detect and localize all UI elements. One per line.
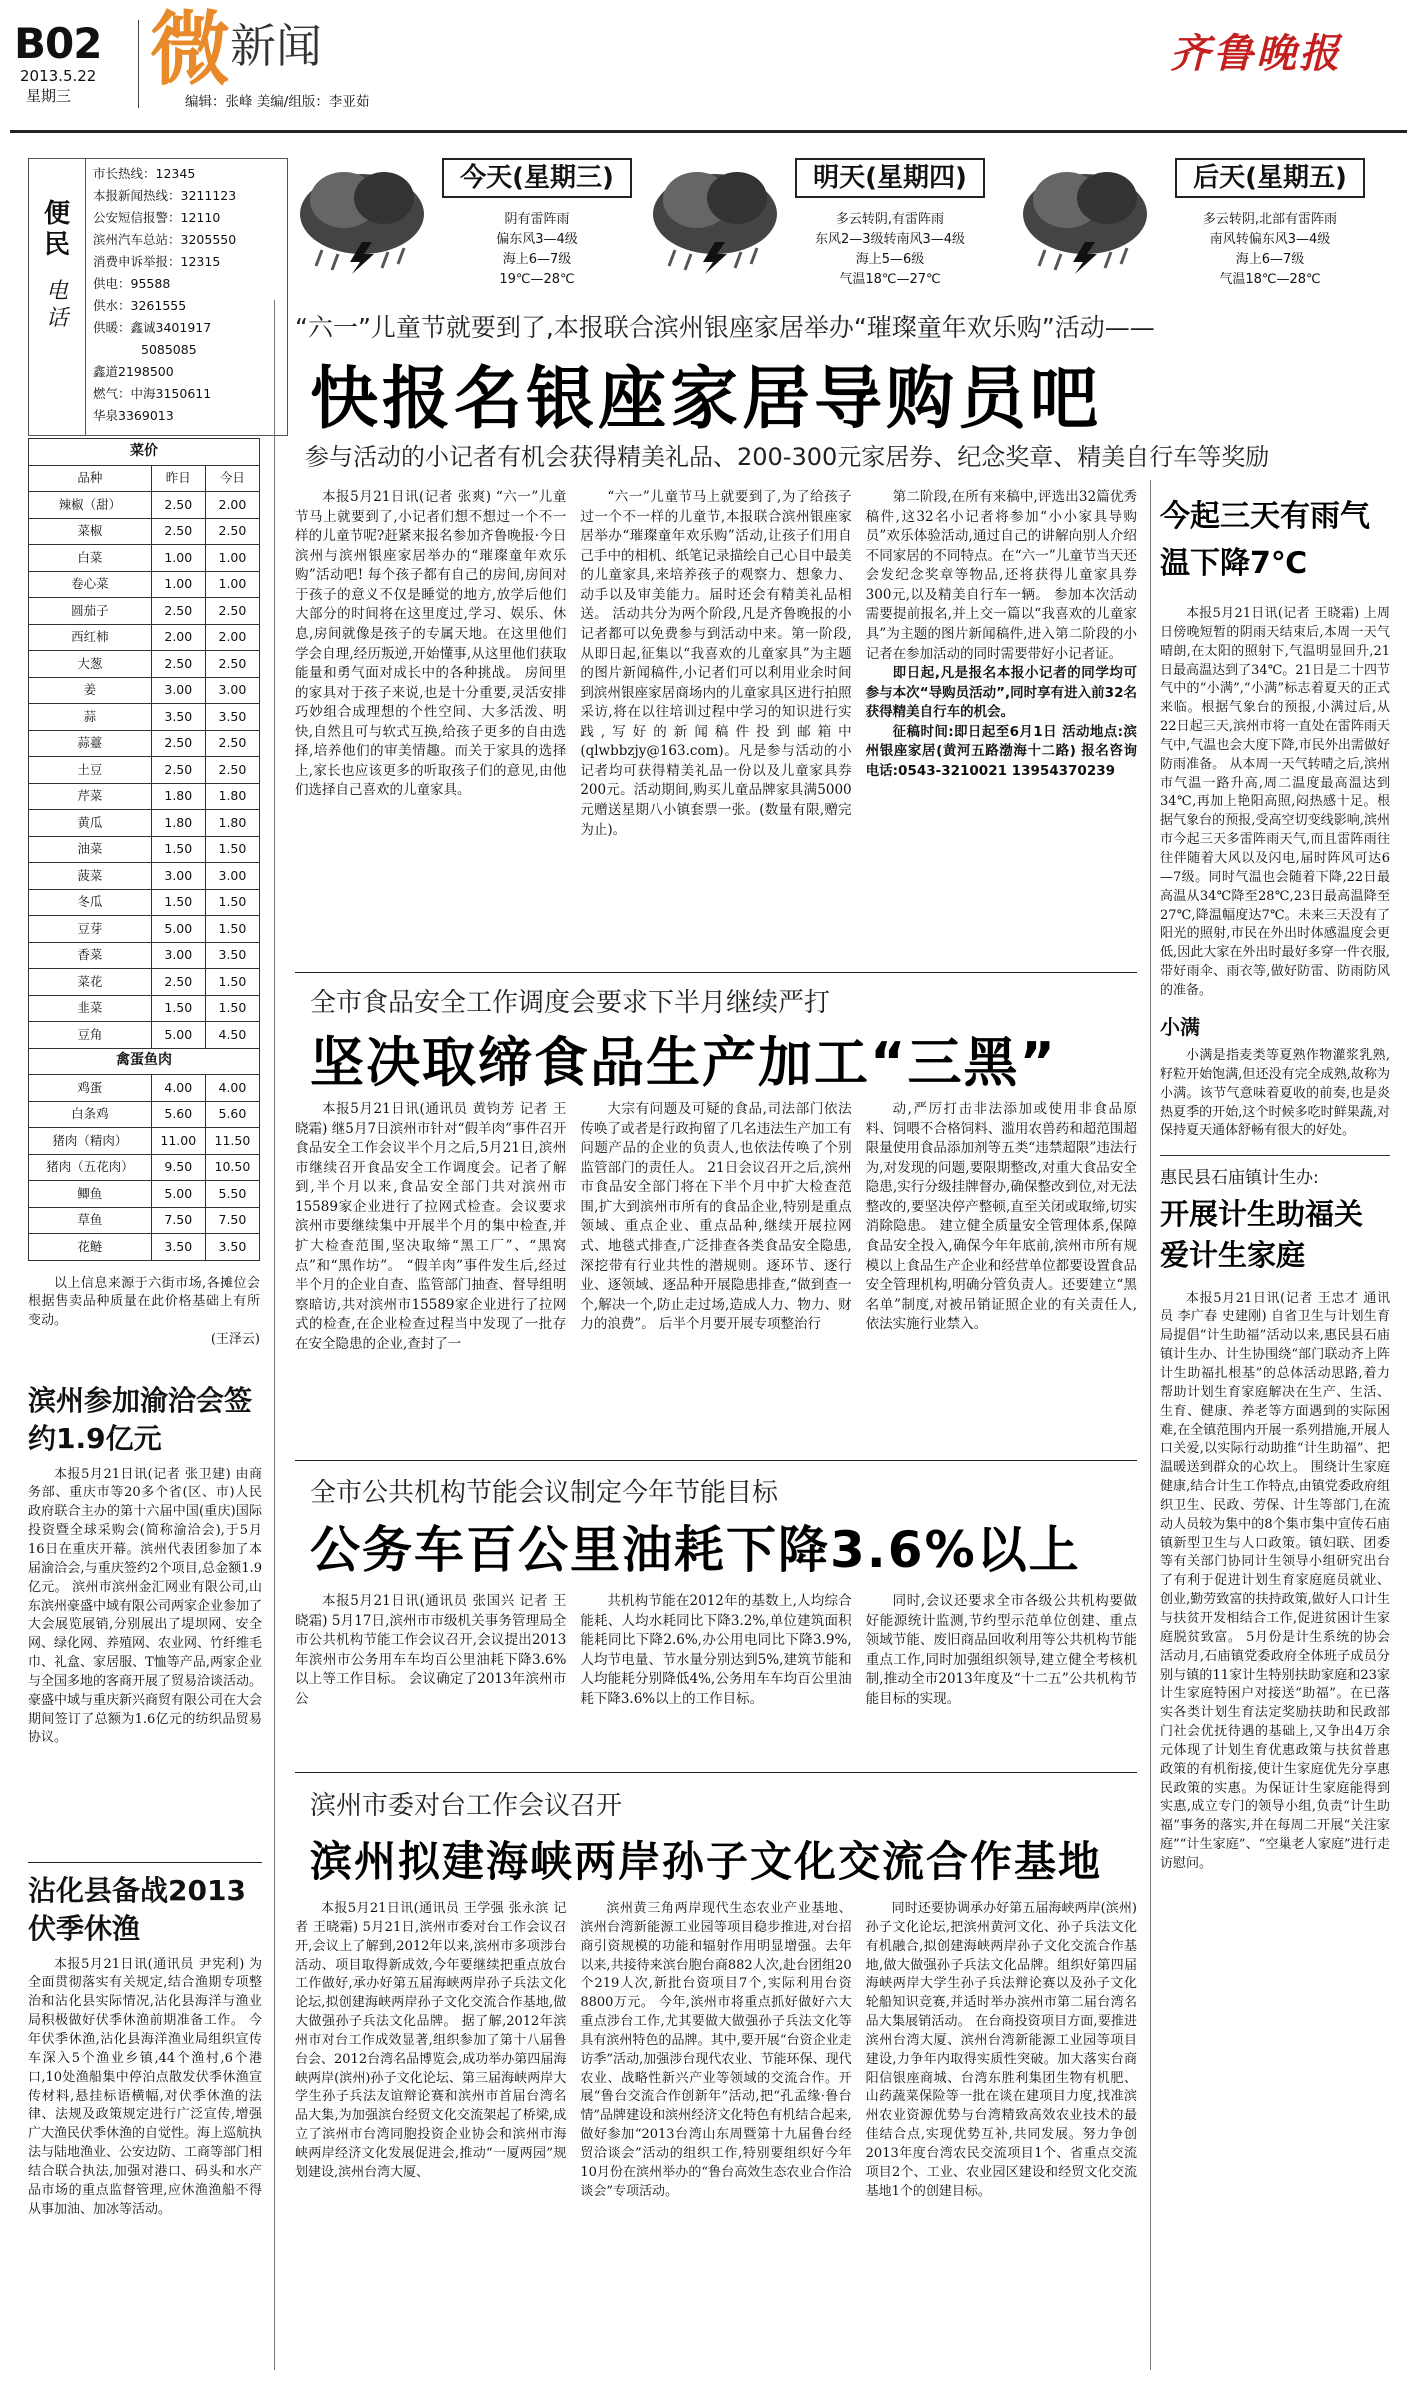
veg-cell: 11.00 bbox=[151, 1128, 205, 1155]
veg-section-title: 禽蛋鱼肉 bbox=[29, 1048, 260, 1075]
weather-line: 东风2—3级转南风3—4级 bbox=[814, 232, 966, 247]
weather-today bbox=[292, 148, 667, 288]
story3-column bbox=[580, 1592, 851, 1742]
weather-line: 19℃—28℃ bbox=[499, 272, 575, 287]
hotline-row bbox=[93, 163, 283, 185]
hotline-row bbox=[93, 361, 283, 383]
right-column-divider bbox=[1150, 480, 1151, 2370]
masthead-rule bbox=[10, 130, 1407, 133]
veg-cell: 2.50 bbox=[205, 757, 259, 784]
veg-section-title: 菜价 bbox=[29, 439, 260, 466]
veg-cell: 猪肉（五花肉） bbox=[29, 1154, 152, 1181]
hotlines-box bbox=[28, 158, 288, 436]
veg-header-row bbox=[29, 465, 260, 492]
thunderstorm-icon bbox=[1015, 162, 1155, 274]
veg-cell: 5.00 bbox=[151, 1022, 205, 1049]
story1-contact: 征稿时间:即日起至6月1日 活动地点:滨州银座家居(黄河五路渤海十二路) 报名咨询电话:0543-3210021 13954370239 bbox=[865, 723, 1137, 779]
veg-cell: 品种 bbox=[29, 465, 152, 492]
hotlines-title-char: 电 bbox=[45, 279, 68, 305]
rain-body bbox=[1160, 605, 1390, 1001]
veg-row bbox=[29, 836, 260, 863]
veg-cell: 草鱼 bbox=[29, 1207, 152, 1234]
veg-section-row bbox=[29, 1048, 260, 1075]
veg-cell: 2.50 bbox=[205, 651, 259, 678]
story1-rule bbox=[295, 972, 1137, 973]
veg-cell: 1.00 bbox=[205, 545, 259, 572]
veg-row bbox=[29, 624, 260, 651]
rain-paragraph: 本报5月21日讯(记者 王晓霜) 上周日傍晚短暂的阴雨天结束后,本周一天气晴朗,在太阳的照射下,气温明显回升,21日最高温达到了34℃。21日是二十四节气中的“小满”,“小满”标志着夏天的正式来临。根据气象台的预报,小满过后,从22日起三天,滨州市将一直处在雷阵雨天气中,气温也会大度下降,市民外出需做好防雨准备。 从本周一天气转晴之后,滨州市气温一路升高,周二温度最高温达到34℃,再加上艳阳高照,闷热感十足。根据气象台的预报,受高空切变线影响,滨州市今起三天多雷阵雨天气,而且雷阵雨往往伴随着大风以及闪电,届时阵风可达6—7级。同时气温也会随着下降,22日最高温从34℃降至28℃,23日最高温降至27℃,降温幅度达7℃。未来三天没有了阳光的照射,市民在外出时体感温度会更低,因此大家在外出时最好多穿一件衣服,带好雨伞、雨衣等,做好防雷、防雨防风的准备。 bbox=[1160, 606, 1390, 998]
hotline-name: 供水： bbox=[93, 298, 131, 313]
weather-line: 气温18℃—27℃ bbox=[839, 272, 941, 287]
left-news-2 bbox=[28, 1872, 262, 2219]
hotline-row bbox=[93, 273, 283, 295]
veg-cell: 1.50 bbox=[151, 836, 205, 863]
story1-paragraph: 第二阶段,在所有来稿中,评选出32篇优秀稿件,这32名小记者将参加“小小家具导购员”欢乐体验活动,通过自己的讲解向别人介绍不同家居的不同特点。在“六一”儿童节当天还会发纪念奖章等物品,还将获得儿童家具券300元,以及精美自行车一辆。 参加本次活动需要提前报名,并上交一篇以“我喜欢的儿童家具”为主题的图片新闻稿件,进入第二阶段的小记者在参加活动的同时需要带好小记者证。 bbox=[865, 489, 1137, 662]
left-news-title: 沾化县备战2013伏季休渔 bbox=[28, 1874, 246, 1945]
veg-cell: 3.00 bbox=[151, 863, 205, 890]
story4-paragraph: 滨州黄三角两岸现代生态农业产业基地、滨州台湾新能源工业园等项目稳步推进,对台招商引资规模的功能和辐射作用明显增强。去年以来,共接待来滨台胞台商882人次,赴台团组20个219人次,新批台资项目7个,实际利用台资8800万元。 今年,滨州市将重点抓好做好六大重点涉台工作,尤其要做大做强孙子兵法文化等具有滨州特色的品牌。其中,要开展“台资企业走访季”活动,加强涉台现代农业、节能环保、现代农业、战略性新兴产业等领域的交流合作。开展“鲁台交流合作创新年”活动,把“孔孟缘·鲁台情”品牌建设和滨州经济文化特色有机结合起来,做好参加“2013台湾山东周暨第十九届鲁台经贸洽谈会”活动的组织工作,特别要组织好今年10月份在滨州举办的“鲁台高效生态农业合作洽谈会”专项活动。 bbox=[580, 1901, 852, 2199]
veg-row bbox=[29, 916, 260, 943]
veg-cell: 今日 bbox=[205, 465, 259, 492]
hotline-name: 供电： bbox=[93, 276, 131, 291]
left-news-1 bbox=[28, 1382, 262, 1748]
story4-column bbox=[866, 1900, 1137, 2360]
veg-cell: 2.50 bbox=[151, 598, 205, 625]
veg-cell: 1.80 bbox=[205, 783, 259, 810]
veg-section-row bbox=[29, 439, 260, 466]
veg-row bbox=[29, 1101, 260, 1128]
veg-cell: 2.50 bbox=[151, 757, 205, 784]
hotline-phone: 3261555 bbox=[130, 298, 187, 313]
story2-column bbox=[295, 1100, 566, 1400]
veg-row bbox=[29, 942, 260, 969]
veg-cell: 5.60 bbox=[205, 1101, 259, 1128]
veg-cell: 1.00 bbox=[205, 571, 259, 598]
story2-headline: 坚决取缔食品生产加工“三黑” bbox=[310, 1031, 1057, 1094]
veg-cell: 西红柿 bbox=[29, 624, 152, 651]
weather-description bbox=[442, 210, 632, 290]
hotline-row bbox=[93, 383, 283, 405]
veg-note-text: 以上信息来源于六街市场,各摊位会根据售卖品种质量在此价格基础上有所变动。 bbox=[28, 1275, 260, 1329]
veg-cell: 2.00 bbox=[151, 624, 205, 651]
story3-paragraph: 同时,会议还要求全市各级公共机构要做好能源统计监测,节约型示范单位创建、重点领域节能、废旧商品回收利用等公共机构节能重点工作,同时加强组织领导,建立健全考核机制,推动全市2013年度及“十二五”公共机构节能目标的实现。 bbox=[865, 1593, 1137, 1707]
veg-row bbox=[29, 783, 260, 810]
story1-paragraph: “六一”儿童节马上就要到了,为了给孩子过一个不一样的儿童节,本报联合滨州银座家居举办“璀璨童年欢乐购”活动,让孩子们用自己手中的相机、纸笔记录描绘自己心目中最美的儿童家具,来培养孩子的观察力、想象力、动手以及审美能力。届时还会有精美礼品相送。 活动共分为两个阶段,凡是齐鲁晚报的小记者都可以免费参与到活动中来。第一阶段,从即日起,征集以“我喜欢的儿童家具”为主题的图片新闻稿件,小记者们可以利用业余时间到滨州银座家居商场内的儿童家具区进行拍照采访,将在以往培训过程中学习的知识进行实践,写好的新闻稿件投到邮箱中(qlwbbzjy@163.com)。凡是参与活动的小记者均可获得精美礼品一份以及儿童家具券200元。活动期间,购买儿童品牌家具满5000元赠送星期八小镇套票一张。(数量有限,赠完为止)。 bbox=[580, 489, 852, 838]
veg-cell: 菠菜 bbox=[29, 863, 152, 890]
veg-cell: 3.50 bbox=[151, 704, 205, 731]
left-news-body bbox=[28, 1956, 262, 2220]
veg-cell: 花鲢 bbox=[29, 1234, 152, 1261]
hotline-phone: 12345 bbox=[155, 166, 196, 181]
story1-highlight: 即日起,凡是报名本报小记者的同学均可参与本次“导购员活动”,同时享有进入前32名获得精美自行车的机会。 bbox=[865, 665, 1137, 721]
veg-row bbox=[29, 757, 260, 784]
veg-cell: 白菜 bbox=[29, 545, 152, 572]
hotlines-divider bbox=[85, 159, 86, 435]
veg-note bbox=[28, 1275, 260, 1350]
left-news-body bbox=[28, 1466, 262, 1749]
veg-cell: 鲫鱼 bbox=[29, 1181, 152, 1208]
story4-column bbox=[295, 1900, 566, 2360]
story2-column bbox=[580, 1100, 851, 1400]
veg-cell: 1.50 bbox=[151, 995, 205, 1022]
veg-cell: 姜 bbox=[29, 677, 152, 704]
hotline-row bbox=[93, 185, 283, 207]
veg-cell: 2.50 bbox=[151, 518, 205, 545]
hotline-name: 消费申诉举报： bbox=[93, 254, 181, 269]
veg-cell: 辣椒（甜） bbox=[29, 492, 152, 519]
xiaoman-title: 小满 bbox=[1160, 1014, 1200, 1039]
veg-cell: 1.50 bbox=[205, 836, 259, 863]
veg-row bbox=[29, 598, 260, 625]
veg-row bbox=[29, 1207, 260, 1234]
story3-kicker: 全市公共机构节能会议制定今年节能目标 bbox=[310, 1478, 779, 1508]
huimin-kicker: 惠民县石庙镇计生办: bbox=[1160, 1168, 1319, 1189]
veg-cell: 菜花 bbox=[29, 969, 152, 996]
veg-cell: 7.50 bbox=[151, 1207, 205, 1234]
weather-day-label: 后天(星期五) bbox=[1175, 158, 1365, 198]
veg-row bbox=[29, 1022, 260, 1049]
veg-row bbox=[29, 995, 260, 1022]
story4-kicker: 滨州市委对台工作会议召开 bbox=[310, 1791, 623, 1821]
story2-kicker: 全市食品安全工作调度会要求下半月继续严打 bbox=[310, 988, 831, 1018]
veg-row bbox=[29, 1154, 260, 1181]
weather-line: 南风转偏东风3—4级 bbox=[1209, 232, 1331, 247]
hotline-name: 鑫道 bbox=[93, 364, 119, 379]
veg-cell: 昨日 bbox=[151, 465, 205, 492]
veg-cell: 11.50 bbox=[205, 1128, 259, 1155]
paper-name: 齐鲁晚报 bbox=[1170, 30, 1342, 77]
hotline-phone: 2198500 bbox=[118, 364, 174, 379]
veg-cell: 黄瓜 bbox=[29, 810, 152, 837]
veg-row bbox=[29, 704, 260, 731]
story2-column bbox=[866, 1100, 1137, 1400]
veg-cell: 香菜 bbox=[29, 942, 152, 969]
hotline-row bbox=[93, 339, 283, 361]
xiaoman-paragraph: 小满是指麦类等夏熟作物灌浆乳熟,籽粒开始饱满,但还没有完全成熟,故称为小满。该节气意味着夏收的前奏,也是炎热夏季的开始,这个时候多吃时鲜果蔬,对保持夏天通体舒畅有很大的好处。 bbox=[1160, 1048, 1390, 1139]
section-logo-char: 微 bbox=[150, 3, 230, 96]
veg-cell: 豆芽 bbox=[29, 916, 152, 943]
story2-paragraph: 动,严厉打击非法添加或使用非食品原料、饲喂不合格饲料、滥用农兽药和超范围超限量使用食品添加剂等五类“违禁超限”违法行为,对发现的问题,要限期整改,对重大食品安全隐患,实行分级挂牌督办,确保整改到位,对无法整改的,要坚决停产整顿,直至关闭或取缔,切实消除隐患。 建立健全质量安全管理体系,保障食品安全投入,确保今年年底前,滨州市所有规模以上食品生产企业和经营单位都要设置食品安全管理机构,明确分管负责人。还要建立“黑名单”制度,对被吊销证照企业的有关责任人,依法实施行业禁入。 bbox=[865, 1101, 1137, 1333]
story3-column bbox=[295, 1592, 566, 1742]
left-news-paragraph: 本报5月21日讯(通讯员 尹宪利) 为全面贯彻落实有关规定,结合渔期专项整治和沾化县实际情况,沾化县海洋与渔业局积极做好伏季休渔前期准备工作。 今年伏季休渔,沾化县海洋渔业局组织宣传车深入5个渔业乡镇,44个渔村,6个港口,10处渔船集中停泊点散发伏季休渔宣传材料,悬挂标语横幅,对伏季休渔的法律、法规及政策规定进行广泛宣传,增强广大渔民伏季休渔的自觉性。海上巡航执法与陆地渔业、公安边防、工商等部门相结合联合执法,加强对港口、码头和水产品市场的重点监督管理,应休渔渔船不得从事加油、加冰等活动。 bbox=[28, 1956, 263, 2217]
story1-kicker: “六一”儿童节就要到了,本报联合滨州银座家居举办“璀璨童年欢乐购”活动—— bbox=[295, 313, 1155, 342]
right-column bbox=[1160, 494, 1390, 1874]
story2-rule bbox=[295, 1460, 1137, 1461]
huimin-headline: 开展计生助福关爱计生家庭 bbox=[1160, 1197, 1364, 1273]
weather-line: 阴有雷阵雨 bbox=[504, 212, 570, 227]
veg-cell: 豆角 bbox=[29, 1022, 152, 1049]
weather-day-label: 明天(星期四) bbox=[795, 158, 985, 198]
masthead-divider bbox=[138, 20, 139, 108]
veg-cell: 1.80 bbox=[151, 783, 205, 810]
veg-cell: 3.50 bbox=[205, 704, 259, 731]
story2-body bbox=[295, 1100, 1137, 1400]
veg-cell: 土豆 bbox=[29, 757, 152, 784]
story1-column bbox=[580, 488, 851, 958]
thunderstorm-icon bbox=[292, 162, 432, 274]
veg-cell: 2.00 bbox=[205, 624, 259, 651]
veg-cell: 冬瓜 bbox=[29, 889, 152, 916]
veg-cell: 4.00 bbox=[151, 1075, 205, 1102]
veg-cell: 菜椒 bbox=[29, 518, 152, 545]
hotline-list bbox=[93, 163, 283, 427]
veg-price-table bbox=[28, 438, 260, 1261]
story4-column bbox=[580, 1900, 851, 2360]
story1-subheadline: 参与活动的小记者有机会获得精美礼品、200-300元家居券、纪念奖章、精美自行车等奖励 bbox=[305, 443, 1270, 471]
huimin-body bbox=[1160, 1290, 1390, 1874]
veg-row bbox=[29, 518, 260, 545]
section-logo-text: 新闻 bbox=[230, 19, 322, 73]
veg-cell: 10.50 bbox=[205, 1154, 259, 1181]
veg-cell: 5.00 bbox=[151, 916, 205, 943]
veg-cell: 2.00 bbox=[205, 492, 259, 519]
veg-cell: 2.50 bbox=[205, 730, 259, 757]
left-news-rule bbox=[28, 1862, 262, 1863]
veg-cell: 2.50 bbox=[205, 598, 259, 625]
hotline-phone: 3150611 bbox=[155, 386, 212, 401]
veg-cell: 2.50 bbox=[205, 518, 259, 545]
veg-row bbox=[29, 545, 260, 572]
weather-line: 海上6—7级 bbox=[1235, 252, 1305, 267]
veg-note-author: (王泽云) bbox=[210, 1332, 260, 1348]
hotline-phone: 95588 bbox=[130, 276, 171, 291]
hotline-row bbox=[93, 251, 283, 273]
hotline-phone: 3211123 bbox=[180, 188, 237, 203]
veg-cell: 卷心菜 bbox=[29, 571, 152, 598]
veg-cell: 芹菜 bbox=[29, 783, 152, 810]
weather-description bbox=[795, 210, 985, 290]
veg-cell: 猪肉（精肉） bbox=[29, 1128, 152, 1155]
veg-price-box bbox=[28, 438, 260, 1350]
hotline-phone: 5085085 bbox=[141, 342, 197, 357]
veg-cell: 4.00 bbox=[205, 1075, 259, 1102]
veg-row bbox=[29, 1234, 260, 1261]
huimin-paragraph: 本报5月21日讯(记者 王忠才 通讯员 李广春 史建刚) 自省卫生与计划生育局提倡“计生助福”活动以来,惠民县石庙镇计生办、计生协围绕“部门联动齐上阵 计生助福扎根基”的总体活动思路,着力帮助计划生育家庭解决在生产、生活、生育、健康、养老等方面遇到的实际困难,在全镇范围内开展一系列措施,开展人口关爱,以实际行动助推“计生助福”、把温暖送到群众的心坎上。 围绕计生家庭健康,结合计生工作特点,由镇党委政府组织卫生、民政、劳保、计生等部门,在流动人员较为集中的8个集市集中宣传石庙镇新型卫生与人口政策。镇妇联、团委等有关部门协同计生领导小组研究出台了有利于促进计划生育家庭庭员就业、创业,勤劳致富的扶持政策,做好人口计生与扶贫开发相结合工作,促进贫困计生家庭脱贫致富。 5月份是计生系统的协会活动月,石庙镇党委政府全体班子成员分别与镇的11家计生特别扶助家庭和23家计生家庭特困户对接送“助福”。在已落实各类计划生育法定奖励扶助和民政部门社会优抚待遇的基础上,又争出4万余元体现了计划生育优惠政策与扶贫普惠政策的有机衔接,使计生家庭优先分享惠民政策的实惠。为保证计生家庭能得到实惠,成立专门的领导小组,负责“计生助福”事务的落实,并在每周二开展“关注家庭”“计生家庭”、“空巢老人家庭”进行走访慰问。 bbox=[1160, 1290, 1390, 1871]
hotline-row bbox=[93, 229, 283, 251]
veg-cell: 3.00 bbox=[151, 942, 205, 969]
veg-row bbox=[29, 677, 260, 704]
veg-cell: 3.00 bbox=[205, 677, 259, 704]
veg-cell: 2.50 bbox=[151, 492, 205, 519]
hotline-row bbox=[93, 405, 283, 427]
veg-cell: 5.60 bbox=[151, 1101, 205, 1128]
story4-body bbox=[295, 1900, 1137, 2360]
page-number: B02 bbox=[14, 19, 102, 68]
veg-cell: 3.50 bbox=[151, 1234, 205, 1261]
story3-body bbox=[295, 1592, 1137, 1742]
hotline-phone: 3205550 bbox=[180, 232, 237, 247]
veg-cell: 蒜薹 bbox=[29, 730, 152, 757]
hotline-phone: 12110 bbox=[180, 210, 221, 225]
veg-row bbox=[29, 730, 260, 757]
veg-cell: 3.00 bbox=[151, 677, 205, 704]
hotline-row bbox=[93, 317, 283, 339]
hotline-name: 滨州汽车总站： bbox=[93, 232, 181, 247]
hotline-name: 本报新闻热线： bbox=[93, 188, 181, 203]
issue-weekday: 星期三 bbox=[26, 87, 72, 105]
veg-cell: 2.50 bbox=[151, 969, 205, 996]
veg-row bbox=[29, 1181, 260, 1208]
story3-paragraph: 共机构节能在2012年的基数上,人均综合能耗、人均水耗同比下降3.2%,单位建筑面积能耗同比下降2.6%,办公用电同比下降3.9%,人均节电量、节水量分别达到5%,建筑节能和人均能耗分别降低4%,公务用车车均百公里油耗下降3.6%以上的工作目标。 bbox=[580, 1593, 852, 1707]
right-column-rule bbox=[1160, 1155, 1390, 1156]
hotlines-title bbox=[37, 199, 77, 332]
weather-day-after bbox=[1015, 148, 1390, 288]
weather-line: 多云转阴,北部有雷阵雨 bbox=[1202, 212, 1338, 227]
veg-row bbox=[29, 651, 260, 678]
hotline-name: 华泉 bbox=[93, 408, 119, 423]
story4-headline: 滨州拟建海峡两岸孙子文化交流合作基地 bbox=[310, 1837, 1103, 1886]
story2-paragraph: 大宗有问题及可疑的食品,司法部门依法传唤了或者是行政拘留了几名违法生产加工有问题产品的企业的负责人,也依法传唤了个别监管部门的责任人。 21日会议召开之后,滨州市食品安全部门将在下半个月中扩大检查范围,扩大到滨州市所有的食品企业,特别是重点领域、重点企业、重点品种,继续开展拉网式、地毯式排查,广泛排查各类食品安全隐患,深挖带有行业共性的潜规则。逐环节、逐行业、逐领域、逐品种开展隐患排查,“做到查一个,解决一个,防止走过场,造成人力、物力、财力的浪费”。 后半个月要开展专项整治行 bbox=[580, 1101, 852, 1333]
veg-cell: 2.50 bbox=[151, 651, 205, 678]
weather-line: 海上6—7级 bbox=[502, 252, 572, 267]
left-news-title: 滨州参加渝洽会签约1.9亿元 bbox=[28, 1384, 253, 1455]
xiaoman-body bbox=[1160, 1047, 1390, 1141]
story1-column bbox=[866, 488, 1137, 958]
weather-description bbox=[1175, 210, 1365, 290]
veg-cell: 1.50 bbox=[205, 995, 259, 1022]
veg-cell: 7.50 bbox=[205, 1207, 259, 1234]
veg-row bbox=[29, 1128, 260, 1155]
hotline-name: 燃气：中海 bbox=[93, 386, 156, 401]
weather-line: 多云转阴,有雷阵雨 bbox=[835, 212, 945, 227]
hotline-row bbox=[93, 207, 283, 229]
rain-headline: 今起三天有雨气温下降7℃ bbox=[1160, 499, 1370, 581]
veg-row bbox=[29, 969, 260, 996]
veg-row bbox=[29, 810, 260, 837]
veg-row bbox=[29, 492, 260, 519]
hotline-name: 市长热线： bbox=[93, 166, 156, 181]
hotline-phone: 3401917 bbox=[155, 320, 212, 335]
story1-paragraph: 本报5月21日讯(记者 张爽) “六一”儿童节马上就要到了,小记者们想不想过一个不一样的儿童节呢?赶紧来报名参加齐鲁晚报·今日滨州与滨州银座家居举办的“璀璨童年欢乐购”活动吧! 每个孩子都有自己的房间,房间对于孩子的意义不仅是睡觉的地方,放学后他们大部分的时间将在这里度过,学习、娱乐、休息,房间就像是孩子的专属天地。在这里他们学会自理,经历叛逆,开始懂事,从这里他们获取能量和勇气面对成长中的各种挑战。 房间里的家具对于孩子来说,也是十分重要,灵活安排巧妙组合成理想的个性空间、大多活泼、明快,自然且可与软式互换,给孩子更多的自由选择,培养他们的审美情趣。而关于家具的选择上,家长也应该更多的听取孩子们的意见,由他们选择自己喜欢的儿童家具。 bbox=[295, 489, 567, 799]
veg-cell: 9.50 bbox=[151, 1154, 205, 1181]
story3-headline: 公务车百公里油耗下降3.6%以上 bbox=[310, 1521, 1081, 1579]
hotline-phone: 3369013 bbox=[118, 408, 174, 423]
veg-cell: 1.00 bbox=[151, 545, 205, 572]
veg-cell: 2.50 bbox=[151, 730, 205, 757]
veg-cell: 3.50 bbox=[205, 942, 259, 969]
veg-cell: 1.50 bbox=[205, 916, 259, 943]
veg-cell: 大葱 bbox=[29, 651, 152, 678]
hotline-name: 供暖：鑫诚 bbox=[93, 320, 156, 335]
weather-day-label: 今天(星期三) bbox=[442, 158, 632, 198]
veg-cell: 5.00 bbox=[151, 1181, 205, 1208]
left-column-divider bbox=[274, 300, 275, 2370]
story1-headline: 快报名银座家居导购员吧 bbox=[310, 360, 1103, 439]
story3-column bbox=[866, 1592, 1137, 1742]
veg-row bbox=[29, 1075, 260, 1102]
veg-row bbox=[29, 889, 260, 916]
hotline-phone: 12315 bbox=[180, 254, 221, 269]
veg-row bbox=[29, 863, 260, 890]
weather-line: 气温18℃—28℃ bbox=[1219, 272, 1321, 287]
story4-paragraph: 本报5月21日讯(通讯员 王学强 张永滨 记者 王晓霜) 5月21日,滨州市委对台工作会议召开,会议上了解到,2012年以来,滨州市多项涉台活动、项目取得新成效,今年要继续把重点放台工作做好,承办好第五届海峡两岸孙子兵法文化论坛,拟创建海峡两岸孙子文化交流合作基地,做大做强孙子兵法文化品牌。 据了解,2012年滨州市对台工作成效显著,组织参加了第十八届鲁台会、2012台湾名品博览会,成功举办第四届海峡两岸(滨州)孙子文化论坛、第三届海峡两岸大学生孙子兵法友谊辩论赛和滨州市首届台湾名品大集,为加强滨台经贸文化交流架起了桥梁,成立了滨州市台湾同胞投资企业协会和滨州市海峡两岸经济文化发展促进会,推动“一厦两园”规划建设,滨州台湾大厦、 bbox=[295, 1901, 567, 2180]
hotlines-title-char: 便 bbox=[43, 199, 70, 229]
veg-cell: 1.80 bbox=[205, 810, 259, 837]
veg-cell: 3.00 bbox=[205, 863, 259, 890]
veg-cell: 蒜 bbox=[29, 704, 152, 731]
veg-cell: 白条鸡 bbox=[29, 1101, 152, 1128]
veg-cell: 4.50 bbox=[205, 1022, 259, 1049]
veg-row bbox=[29, 571, 260, 598]
hotlines-title-char: 民 bbox=[43, 230, 70, 261]
veg-cell: 韭菜 bbox=[29, 995, 152, 1022]
veg-cell: 1.50 bbox=[151, 889, 205, 916]
veg-cell: 1.50 bbox=[205, 969, 259, 996]
editors-line: 编辑：张峰 美编/组版：李亚茹 bbox=[185, 94, 370, 110]
veg-cell: 油菜 bbox=[29, 836, 152, 863]
veg-cell: 3.50 bbox=[205, 1234, 259, 1261]
veg-cell: 圆茄子 bbox=[29, 598, 152, 625]
veg-cell: 5.50 bbox=[205, 1181, 259, 1208]
hotline-row bbox=[93, 295, 283, 317]
section-logo bbox=[150, 3, 322, 96]
veg-cell: 1.80 bbox=[151, 810, 205, 837]
story2-paragraph: 本报5月21日讯(通讯员 黄钧芳 记者 王晓霜) 继5月7日滨州市针对“假羊肉”事件召开食品安全工作会议半个月之后,5月21日,滨州市继续召开食品安全工作调度会。记者了解到,半个月以来,食品安全部门共对滨州市15589家企业进行了拉网式检查。会议要求滨州市要继续集中开展半个月的集中检查,并扩大检查范围,坚决取缔“黑工厂”、“黑窝点”和“黑作坊”。 “假羊肉”事件发生后,经过半个月的企业自查、监管部门抽查、督导组明察暗访,共对滨州市15589家企业进行了拉网式的检查,在企业检查过程当中发现了一批存在安全隐患的企业,查封了一 bbox=[295, 1101, 567, 1352]
story4-paragraph: 同时还要协调承办好第五届海峡两岸(滨州)孙子文化论坛,把滨州黄河文化、孙子兵法文化有机融合,拟创建海峡两岸孙子文化交流合作基地,做大做强孙子兵法文化品牌。组织好第四届海峡两岸大学生孙子兵法辩论赛以及孙子文化轮船知识竞赛,并适时举办滨州市第二届台湾名品大集展销活动。 在台商投资项目方面,要推进滨州台湾大厦、滨州台湾新能源工业园等项目建设,力争年内取得实质性突破。加大落实台商阳信银座商城、台湾东胜利集团生物有机肥、山药蔬菜保险等一批在谈在建项目力度,找准滨州农业资源优势与台湾精致高效农业技术的最佳结合点,实现优势互补,共同发展。努力争创2013年度台湾农民交流项目1个、省重点交流项目2个、工业、农业园区建设和经贸文化交流基地1个的创建目标。 bbox=[865, 1901, 1137, 2199]
veg-cell: 1.00 bbox=[151, 571, 205, 598]
issue-date: 2013.5.22 bbox=[20, 67, 97, 85]
story3-paragraph: 本报5月21日讯(通讯员 张国兴 记者 王晓霜) 5月17日,滨州市市级机关事务管理局全市公共机构节能工作会议召开,会议提出2013年滨州市公务用车车均百公里油耗下降3.6%以上等工作目标。 会议确定了2013年滨州市公 bbox=[295, 1593, 567, 1707]
thunderstorm-icon bbox=[645, 162, 785, 274]
weather-tomorrow bbox=[645, 148, 1020, 288]
hotlines-title-char: 话 bbox=[45, 305, 68, 331]
hotline-name: 公安短信报警： bbox=[93, 210, 181, 225]
story1-column bbox=[295, 488, 566, 958]
weather-line: 海上5—6级 bbox=[855, 252, 925, 267]
left-news-paragraph: 本报5月21日讯(记者 张卫建) 由商务部、重庆市等20多个省(区、市)人民政府联合主办的第十六届中国(重庆)国际投资暨全球采购会(简称渝洽会),于5月16日在重庆开幕。滨州代表团参加了本届渝洽会,与重庆签约2个项目,总金额1.9亿元。 滨州市滨州金汇网业有限公司,山东滨州豪盛中域有限公司两家企业参加了大会展览展销,分别展出了堤坝网、安全网、绿化网、养殖网、农业网、竹纤维毛巾、礼盒、家居服、T恤等产品,两家企业与全国多地的客商开展了贸易洽谈活动。豪盛中域与重庆新兴商贸有限公司在大会期间签订了总额为1.6亿元的纺织品贸易协议。 bbox=[28, 1466, 263, 1746]
story3-rule bbox=[295, 1772, 1137, 1773]
story1-body bbox=[295, 488, 1137, 958]
veg-cell: 鸡蛋 bbox=[29, 1075, 152, 1102]
weather-line: 偏东风3—4级 bbox=[496, 232, 578, 247]
veg-cell: 1.50 bbox=[205, 889, 259, 916]
